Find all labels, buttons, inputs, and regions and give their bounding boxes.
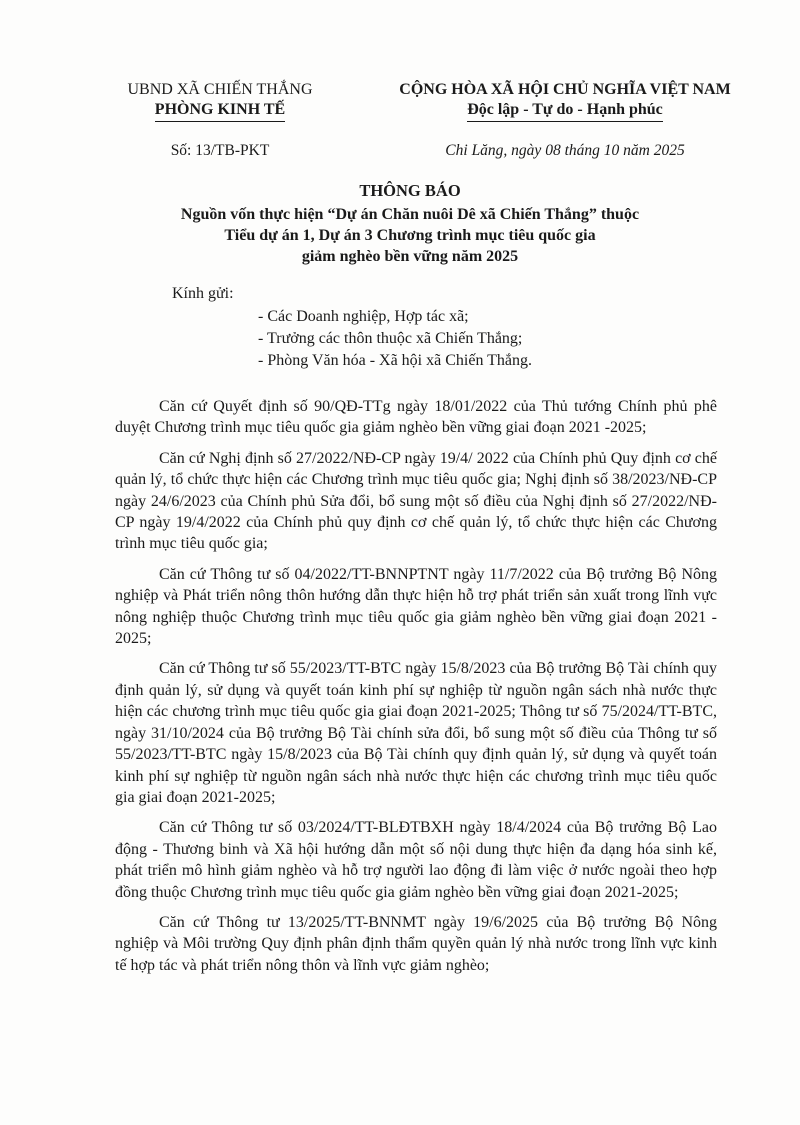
document-body <box>115 396 717 985</box>
recipients-block <box>172 283 712 372</box>
subtitle-line-3: giảm nghèo bền vững năm 2025 <box>301 248 519 265</box>
document-title: THÔNG BÁO <box>359 181 461 200</box>
subtitle-line-2: Tiểu dự án 1, Dự án 3 Chương trình mục tiêu quốc gia <box>224 227 596 244</box>
body-paragraph: Căn cứ Quyết định số 90/QĐ-TTg ngày 18/01/2022 của Thủ tướng Chính phủ phê duyệt Chương trình mục tiêu quốc gia giảm nghèo bền vững giai đoạn 2021 -2025; <box>115 398 717 437</box>
body-paragraph: Căn cứ Thông tư số 04/2022/TT-BNNPTNT ngày 11/7/2022 của Bộ trưởng Bộ Nông nghiệp và Phát triển nông thôn hướng dẫn thực hiện hỗ trợ phát triển sản xuất trong lĩnh vực nông nghiệp thuộc Chương trình mục tiêu quốc gia giảm nghèo bền vững giai đoạn 2021 - 2025; <box>115 565 717 648</box>
document-title-block <box>100 180 720 267</box>
body-paragraph: Căn cứ Thông tư số 55/2023/TT-BTC ngày 15/8/2023 của Bộ trưởng Bộ Tài chính quy định quản lý, sử dụng và quyết toán kinh phí sự nghiệp từ nguồn ngân sách nhà nước thực hiện các chương trình mục tiêu quốc gia giai đoạn 2021-2025; Thông tư số 75/2024/TT-BTC, ngày 31/10/2024 của Bộ trưởng Bộ Tài chính sửa đổi, bổ sung một số điều của Thông tư số 55/2023/TT-BTC ngày 15/8/2023 của Bộ Tài chính quy định quản lý, sử dụng và quyết toán kinh phí sự nghiệp từ nguồn ngân sách nhà nước thực hiện các chương trình mục tiêu quốc gia giai đoạn 2021-2025; <box>115 660 717 806</box>
recipient-item: - Phòng Văn hóa - Xã hội xã Chiến Thắng. <box>258 352 533 369</box>
recipients-label: Kính gửi: <box>172 285 234 302</box>
body-paragraph: Căn cứ Nghị định số 27/2022/NĐ-CP ngày 19/4/ 2022 của Chính phủ Quy định cơ chế quản lý, tổ chức thực hiện các Chương trình mục tiêu quốc gia; Nghị định số 38/2023/NĐ-CP ngày 24/6/2023 của Chính phủ Sửa đổi, bổ sung một số điều của Nghị định số 27/2022/NĐ-CP ngày 19/4/2022 của Chính phủ quy định cơ chế quản lý, tổ chức thực hiện các Chương trình mục tiêu quốc gia; <box>115 449 717 553</box>
date-line: Chi Lăng, ngày 08 tháng 10 năm 2025 <box>445 142 685 159</box>
agency-name: UBND XÃ CHIẾN THẮNG <box>127 81 313 98</box>
issuing-agency-block <box>100 80 340 160</box>
department-name: PHÒNG KINH TẾ <box>155 100 285 122</box>
recipient-item: - Các Doanh nghiệp, Hợp tác xã; <box>258 308 469 325</box>
document-number: Số: 13/TB-PKT <box>170 142 270 159</box>
national-title: CỘNG HÒA XÃ HỘI CHỦ NGHĨA VIỆT NAM <box>399 81 731 98</box>
national-header-block <box>390 80 740 160</box>
recipient-item: - Trưởng các thôn thuộc xã Chiến Thắng; <box>258 330 523 347</box>
subtitle-line-1: Nguồn vốn thực hiện “Dự án Chăn nuôi Dê xã Chiến Thắng” thuộc <box>180 206 640 223</box>
body-paragraph: Căn cứ Thông tư 13/2025/TT-BNNMT ngày 19/6/2025 của Bộ trưởng Bộ Nông nghiệp và Môi trường Quy định phân định thẩm quyền quản lý nhà nước trong lĩnh vực kinh tế hợp tác và phát triển nông thôn và lĩnh vực giảm nghèo; <box>115 913 717 974</box>
national-motto: Độc lập - Tự do - Hạnh phúc <box>467 100 663 122</box>
body-paragraph: Căn cứ Thông tư số 03/2024/TT-BLĐTBXH ngày 18/4/2024 của Bộ trưởng Bộ Lao động - Thương binh và Xã hội hướng dẫn một số nội dung thực hiện đa dạng hóa sinh kế, phát triển mô hình giảm nghèo và hỗ trợ người lao động đi làm việc ở nước ngoài theo hợp đồng thuộc Chương trình mục tiêu quốc gia giảm nghèo bền vững giai đoạn 2021-2025; <box>115 819 717 901</box>
recipients-list <box>172 306 712 371</box>
